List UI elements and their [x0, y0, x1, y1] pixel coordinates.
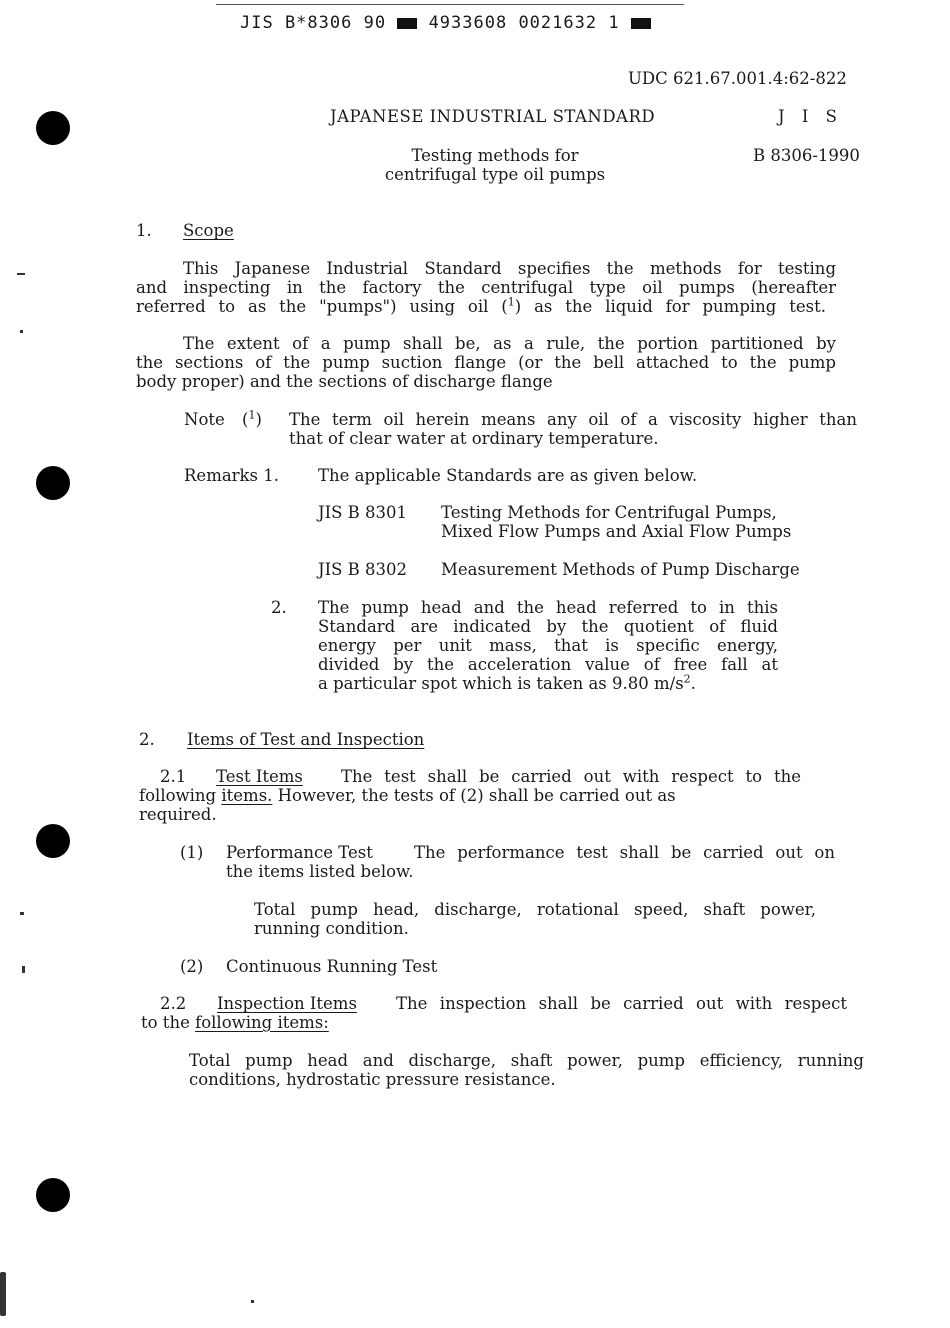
text-line: Standard are indicated by the quotient of fluid	[318, 617, 778, 636]
clause-2-2-list	[189, 1051, 864, 1089]
note-label: Note	[184, 410, 225, 429]
jis-label: J I S	[778, 107, 843, 126]
remarks-label: Remarks 1.	[184, 466, 280, 485]
clause-2-2-text-line-1: The inspection shall be carried out with respect	[396, 994, 847, 1013]
text-line: The pump head and the head referred to in this	[318, 598, 778, 617]
clause-2-2-text-line-2: to the following items:	[141, 1013, 329, 1032]
item-2-number: (2)	[180, 957, 204, 976]
text-line: The term oil herein means any oil of a viscosity higher than	[289, 410, 857, 429]
scan-speck	[20, 330, 23, 333]
text-line: divided by the acceleration value of free fall at	[318, 655, 778, 674]
standard-ref-title: Measurement Methods of Pump Discharge	[441, 560, 800, 579]
title-line-1: Testing methods for	[411, 146, 579, 165]
item-1-number: (1)	[180, 843, 204, 862]
remark-2-number: 2.	[271, 598, 287, 617]
scope-paragraph-2	[136, 334, 836, 391]
note-marker: ($^1$)	[242, 408, 262, 429]
scope-paragraph-1	[136, 259, 836, 316]
standard-ref-code: JIS B 8301	[318, 503, 408, 522]
redaction-bar	[397, 18, 417, 29]
text-line: Testing Methods for Centrifugal Pumps,	[441, 503, 777, 522]
section-1-number: 1.	[136, 221, 152, 240]
header-code-left: JIS B*8306 90	[240, 13, 387, 33]
remark-2-text	[318, 598, 778, 693]
standard-number: B 8306-1990	[753, 146, 860, 165]
text-line: and inspecting in the factory the centrifugal type oil pumps (hereafter	[136, 278, 836, 297]
item-1-title: Performance Test	[226, 843, 373, 862]
text-line: Total pump head, discharge, rotational speed, shaft power,	[254, 900, 816, 919]
section-1-heading: Scope	[183, 221, 234, 240]
header-code-right: 4933608 0021632 1	[428, 13, 620, 33]
redaction-bar	[631, 18, 651, 29]
clause-2-1-text-line-2: following items. However, the tests of (2) shall be carried out as	[139, 786, 676, 805]
standard-name: JAPANESE INDUSTRIAL STANDARD	[330, 107, 656, 126]
item-2-title: Continuous Running Test	[226, 957, 438, 976]
scan-top-rule	[216, 4, 684, 5]
scan-speck	[20, 912, 24, 915]
text-line: Total pump head and discharge, shaft power, pump efficiency, running	[189, 1051, 864, 1070]
text-line: body proper) and the sections of discharge flange	[136, 372, 553, 391]
footnote-ref: 1	[507, 295, 515, 309]
item-1-text-line-2: the items listed below.	[226, 862, 414, 881]
scan-edge-mark	[0, 1272, 6, 1316]
text-line: referred to as the "pumps") using oil ($^1$) as the liquid for pumping test.	[136, 295, 826, 316]
text-line: that of clear water at ordinary temperature.	[289, 429, 659, 448]
scan-speck	[17, 273, 25, 275]
punch-hole	[36, 466, 70, 500]
underlined-text: items.	[221, 786, 273, 805]
text-line: a particular spot which is taken as 9.80 $m/s^2$.	[318, 672, 696, 693]
text-line: Mixed Flow Pumps and Axial Flow Pumps	[441, 522, 792, 541]
title-line-2: centrifugal type oil pumps	[384, 165, 606, 184]
text-line: This Japanese Industrial Standard specifies the methods for testing	[183, 259, 836, 278]
section-2-number: 2.	[139, 730, 155, 749]
scan-speck	[251, 1300, 254, 1303]
text-line: conditions, hydrostatic pressure resistance.	[189, 1070, 556, 1089]
document-header-code	[240, 14, 651, 33]
punch-hole	[36, 824, 70, 858]
scan-speck	[22, 966, 25, 973]
text-line: the sections of the pump suction flange (or the bell attached to the pump	[136, 353, 836, 372]
text-line: energy per unit mass, that is specific energy,	[318, 636, 778, 655]
standard-ref-title	[441, 503, 791, 541]
clause-2-2-title: Inspection Items	[217, 994, 357, 1013]
item-1-text-line-1: The performance test shall be carried out on	[414, 843, 835, 862]
section-2-heading: Items of Test and Inspection	[187, 730, 425, 749]
udc-code: UDC 621.67.001.4:62-822	[628, 69, 847, 88]
text-line: running condition.	[254, 919, 409, 938]
clause-2-1-text-line-3: required.	[139, 805, 217, 824]
clause-2-1-number: 2.1	[160, 767, 187, 786]
clause-2-1-text-line-1: The test shall be carried out with respect to the	[341, 767, 801, 786]
clause-2-1-title: Test Items	[216, 767, 303, 786]
text-line: The extent of a pump shall be, as a rule, the portion partitioned by	[183, 334, 836, 353]
underlined-text: following items:	[195, 1013, 329, 1032]
remarks-1-text: The applicable Standards are as given below.	[318, 466, 698, 485]
standard-ref-code: JIS B 8302	[318, 560, 408, 579]
superscript: 2	[683, 672, 691, 686]
note-text	[289, 410, 857, 448]
clause-2-2-number: 2.2	[160, 994, 187, 1013]
punch-hole	[36, 111, 70, 145]
punch-hole	[36, 1178, 70, 1212]
document-title	[340, 146, 650, 184]
item-1-list	[254, 900, 816, 938]
